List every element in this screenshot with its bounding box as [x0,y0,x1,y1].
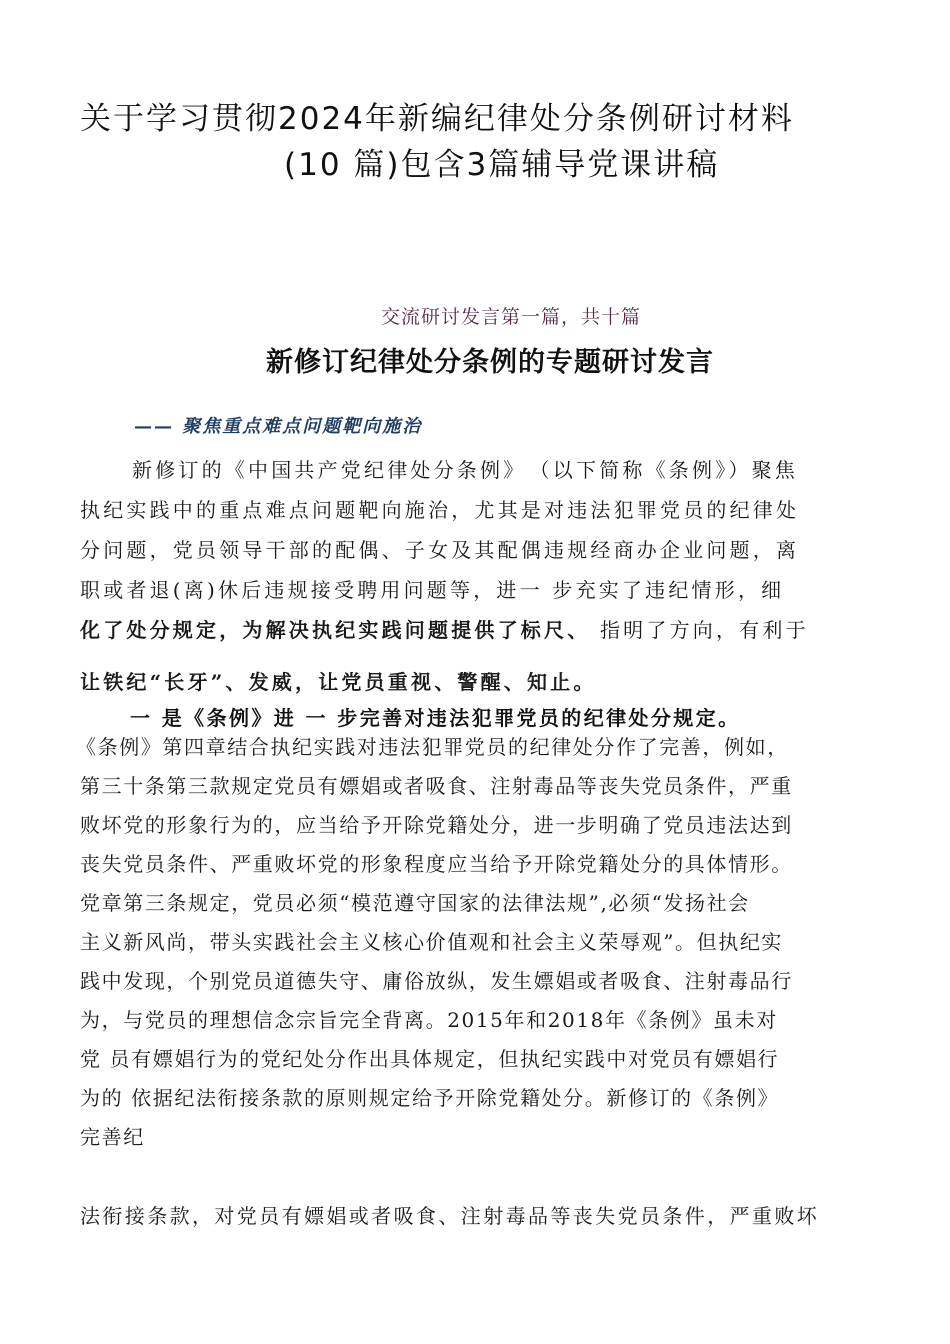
paragraph-line: 党章第三条规定，党员必须“模范遵守国家的法律法规”,必须“发扬社会 [80,891,750,915]
paragraph-line: 践中发现，个别党员道德失守、庸俗放纵，发生嫖娼或者吸食、注射毒品行 [80,969,793,993]
paragraph-line: 党 员有嫖娼行为的党纪处分作出具体规定，但执纪实践中对党员有嫖娼行 [80,1047,780,1071]
paragraph-line [80,610,880,650]
paragraph-line: 新修订的《中国共产党纪律处分条例》 （以下简称《条例》）聚焦 [132,458,798,482]
title-line-2: (10 篇)包含3篇辅导党课讲稿 [284,147,720,183]
paragraph-line: 职或者退(离)休后违规接受聘用问题等，进一 步充实了违纪情形，细 [80,578,785,602]
paragraph-line: 第三十条第三款规定党员有嫖娼或者吸食、注射毒品等丧失党员条件，严重 [80,774,793,798]
speech-heading: 新修订纪律处分条例的专题研讨发言 [266,347,714,378]
speech-subheading: —— 聚焦重点难点问题靶向施治 [134,416,423,437]
series-label: 交流研讨发言第一篇，共十篇 [380,306,641,328]
document-title [0,96,950,188]
paragraph-line: 执纪实践中的重点难点问题靶向施治，尤其是对违法犯罪党员的纪律处 [80,498,800,522]
paragraph-line: 《条例》第四章结合执纪实践对违法犯罪党员的纪律处分作了完善，例如， [76,735,789,759]
paragraph-line-bold: 让铁纪“长牙”、发威，让党员重视、警醒、知止。 [80,670,597,694]
normal-text: 指明了方向，有利于 [590,618,809,642]
bold-text: 化了处分规定，为解决执纪实践问题提供了标尺、 [80,618,591,642]
title-line-1: 关于学习贯彻2024年新编纪律处分条例研讨材料 [80,101,794,137]
paragraph-point1 [76,728,880,1157]
paragraph-intro [80,450,880,702]
paragraph-continued: 法衔接条款，对党员有嫖娼或者吸食、注射毒品等丧失党员条件，严重败坏 [80,1204,820,1228]
paragraph-line: 败坏党的形象行为的，应当给予开除党籍处分，进一步明确了党员违法达到 [80,813,793,837]
paragraph-line: 丧失党员条件、严重败坏党的形象程度应当给予开除党籍处分的具体情形。 [80,852,793,876]
paragraph-line: 完善纪 [80,1125,145,1149]
paragraph-line: 为的 依据纪法衔接条款的原则规定给予开除党籍处分。新修订的《条例》 [80,1086,780,1110]
paragraph-line: 主义新风尚，带头实践社会主义核心价值观和社会主义荣辱观”。但执纪实 [80,930,784,954]
point-heading-1: 一 是《条例》进 一 步完善对违法犯罪党员的纪律处分规定。 [130,706,741,730]
paragraph-line: 为，与党员的理想信念宗旨完全背离。2015年和2018年《条例》虽未对 [80,1008,778,1032]
paragraph-line: 分问题，党员领导干部的配偶、子女及其配偶违规经商办企业问题，离 [80,538,800,562]
